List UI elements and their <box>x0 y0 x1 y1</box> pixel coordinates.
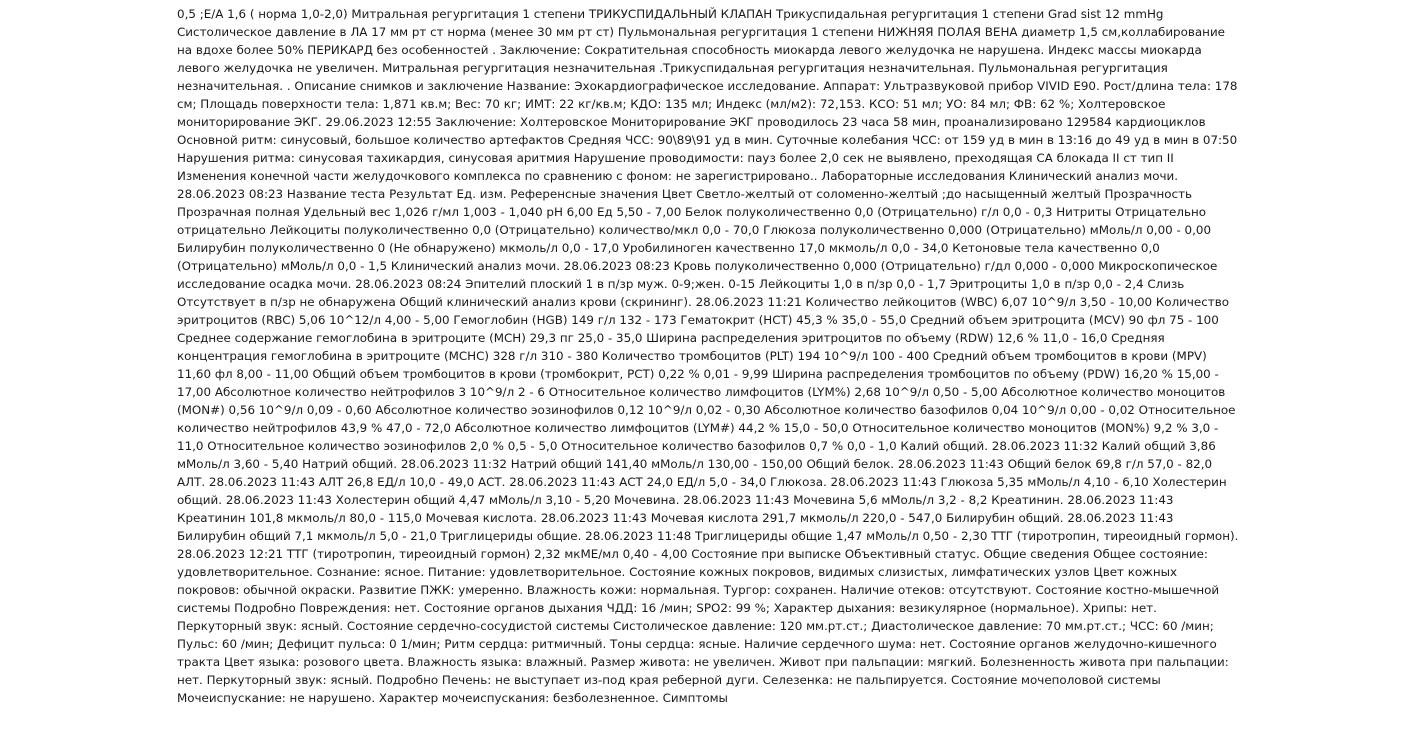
document-body <box>177 5 1239 707</box>
document-paragraph: 0,5 ;E/A 1,6 ( норма 1,0-2,0) Митральная регургитация 1 степени ТРИКУСПИДАЛЬНЫЙ КЛАПАН Трикуспидальная регургитация 1 степени Grad sist 12 mmHg Систолическое давление в ЛА 17 мм рт ст норма (менее 30 мм рт ст) Пульмональная регургитация 1 степени НИЖНЯЯ ПОЛАЯ ВЕНА диаметр 1,5 см,коллабирование на вдохе более 50% ПЕРИКАРД без особенностей . Заключение: Сократительная способность миокарда левого желудочка не нарушена. Индекс массы миокарда левого желудочка не увеличен. Митральная регургитация незначительная .Трикуспидальная регургитация незначительная. Пульмональная регургитация незначительная. . Описание снимков и заключение Название: Эхокардиографическое исследование. Аппарат: Ультразвуковой прибор VIVID E90. Рост/длина тела: 178 см; Площадь поверхности тела: 1,871 кв.м; Вес: 70 кг; ИМТ: 22 кг/кв.м; КДО: 135 мл; Индекс (мл/м2): 72,153. КСО: 51 мл; УО: 84 мл; ФВ: 62 %; Холтеровское мониторирование ЭКГ. 29.06.2023 12:55 Заключение: Холтеровское Мониторирование ЭКГ проводилось 23 часа 58 мин, проанализировано 129584 кардиоциклов Основной ритм: синусовый, большое количество артефактов Средняя ЧСС: 90\89\91 уд в мин. Суточные колебания ЧСС: от 159 уд в мин в 13:16 до 49 уд в мин в 07:50 Нарушения ритма: синусовая тахикардия, синусовая аритмия Нарушение проводимости: пауз более 2,0 сек не выявлено, преходящая СА блокада II ст тип II Изменения конечной части желудочкового комплекса по сравнению с фоном: не зарегистрировано.. Лабораторные исследования Клинический анализ мочи. 28.06.2023 08:23 Название теста Результат Ед. изм. Референсные значения Цвет Светло-желтый от соломенно-желтый ;до насыщенный желтый Прозрачность Прозрачная полная Удельный вес 1,026 г/мл 1,003 - 1,040 pH 6,00 Ед 5,50 - 7,00 Белок полуколичественно 0,0 (Отрицательно) г/л 0,0 - 0,3 Нитриты Отрицательно отрицательно Лейкоциты полуколичественно 0,0 (Отрицательно) количество/мкл 0,0 - 70,0 Глюкоза полуколичественно 0,000 (Отрицательно) мМоль/л 0,00 - 0,00 Билирубин полуколичественно 0 (Не обнаружено) мкмоль/л 0,0 - 17,0 Уробилиноген качественно 17,0 мкмоль/л 0,0 - 34,0 Кетоновые тела качественно 0,0 (Отрицательно) мМоль/л 0,0 - 1,5 Клинический анализ мочи. 28.06.2023 08:23 Кровь полуколичественно 0,000 (Отрицательно) г/дл 0,000 - 0,000 Микроскопическое исследование осадка мочи. 28.06.2023 08:24 Эпителий плоский 1 в п/зр муж. 0-9;жен. 0-15 Лейкоциты 1,0 в п/зр 0,0 - 1,7 Эритроциты 1,0 в п/зр 0,0 - 2,4 Слизь Отсутствует в п/зр не обнаружена Общий клинический анализ крови (скрининг). 28.06.2023 11:21 Количество лейкоцитов (WBC) 6,07 10^9/л 3,50 - 10,00 Количество эритроцитов (RBC) 5,06 10^12/л 4,00 - 5,00 Гемоглобин (HGB) 149 г/л 132 - 173 Гематокрит (HCT) 45,3 % 35,0 - 55,0 Средний объем эритроцита (MCV) 90 фл 75 - 100 Среднее содержание гемоглобина в эритроците (MCH) 29,3 пг 25,0 - 35,0 Ширина распределения эритроцитов по объему (RDW) 12,6 % 11,0 - 16,0 Средняя концентрация гемоглобина в эритроците (MCHC) 328 г/л 310 - 380 Количество тромбоцитов (PLT) 194 10^9/л 100 - 400 Средний объем тромбоцитов в крови (MPV) 11,60 фл 8,00 - 11,00 Общий объем тромбоцитов в крови (тромбокрит, PCT) 0,22 % 0,01 - 9,99 Ширина распределения тромбоцитов по объему (PDW) 16,20 % 15,00 - 17,00 Абсолютное количество нейтрофилов 3 10^9/л 2 - 6 Относительное количество лимфоцитов (LYM%) 2,68 10^9/л 0,50 - 5,00 Абсолютное количество моноцитов (MON#) 0,56 10^9/л 0,09 - 0,60 Абсолютное количество эозинофилов 0,12 10^9/л 0,02 - 0,30 Абсолютное количество базофилов 0,04 10^9/л 0,00 - 0,02 Относительное количество нейтрофилов 43,9 % 47,0 - 72,0 Абсолютное количество лимфоцитов (LYM#) 44,2 % 15,0 - 50,0 Относительное количество моноцитов (MON%) 9,2 % 3,0 - 11,0 Относительное количество эозинофилов 2,0 % 0,5 - 5,0 Относительное количество базофилов 0,7 % 0,0 - 1,0 Калий общий. 28.06.2023 11:32 Калий общий 3,86 мМоль/л 3,60 - 5,40 Натрий общий. 28.06.2023 11:32 Натрий общий 141,40 мМоль/л 130,00 - 150,00 Общий белок. 28.06.2023 11:43 Общий белок 69,8 г/л 57,0 - 82,0 АЛТ. 28.06.2023 11:43 АЛТ 26,8 ЕД/л 10,0 - 49,0 АСТ. 28.06.2023 11:43 АСТ 24,0 ЕД/л 5,0 - 34,0 Глюкоза. 28.06.2023 11:43 Глюкоза 5,35 мМоль/л 4,10 - 6,10 Холестерин общий. 28.06.2023 11:43 Холестерин общий 4,47 мМоль/л 3,10 - 5,20 Мочевина. 28.06.2023 11:43 Мочевина 5,6 мМоль/л 3,2 - 8,2 Креатинин. 28.06.2023 11:43 Креатинин 101,8 мкмоль/л 80,0 - 115,0 Мочевая кислота. 28.06.2023 11:43 Мочевая кислота 291,7 мкмоль/л 220,0 - 547,0 Билирубин общий. 28.06.2023 11:43 Билирубин общий 7,1 мкмоль/л 5,0 - 21,0 Триглицериды общие. 28.06.2023 11:48 Триглицериды общие 1,47 мМоль/л 0,50 - 2,30 ТТГ (тиротропин, тиреоидный гормон). 28.06.2023 12:21 ТТГ (тиротропин, тиреоидный гормон) 2,32 мкМЕ/мл 0,40 - 4,00 Состояние при выписке Объективный статус. Общие сведения Общее состояние: удовлетворительное. Сознание: ясное. Питание: удовлетворительное. Состояние кожных покровов, видимых слизистых, лимфатических узлов Цвет кожных покровов: обычной окраски. Развитие ПЖК: умеренно. Влажность кожи: нормальная. Тургор: сохранен. Наличие отеков: отсутствуют. Состояние костно-мышечной системы Подробно Повреждения: нет. Состояние органов дыхания ЧДД: 16 /мин; SPO2: 99 %; Характер дыхания: везикулярное (нормальное). Хрипы: нет. Перкуторный звук: ясный. Состояние сердечно-сосудистой системы Систолическое давление: 120 мм.рт.ст.; Диастолическое давление: 70 мм.рт.ст.; ЧСС: 60 /мин; Пульс: 60 /мин; Дефицит пульса: 0 1/мин; Ритм сердца: ритмичный. Тоны сердца: ясные. Наличие сердечного шума: нет. Состояние органов желудочно-кишечного тракта Цвет языка: розового цвета. Влажность языка: влажный. Размер живота: не увеличен. Живот при пальпации: мягкий. Болезненность живота при пальпации: нет. Перкуторный звук: ясный. Подробно Печень: не выступает из-под края реберной дуги. Селезенка: не пальпируется. Состояние мочеполовой системы Мочеиспускание: не нарушено. Характер мочеиспускания: безболезненное. Симптомы <box>177 7 1239 705</box>
